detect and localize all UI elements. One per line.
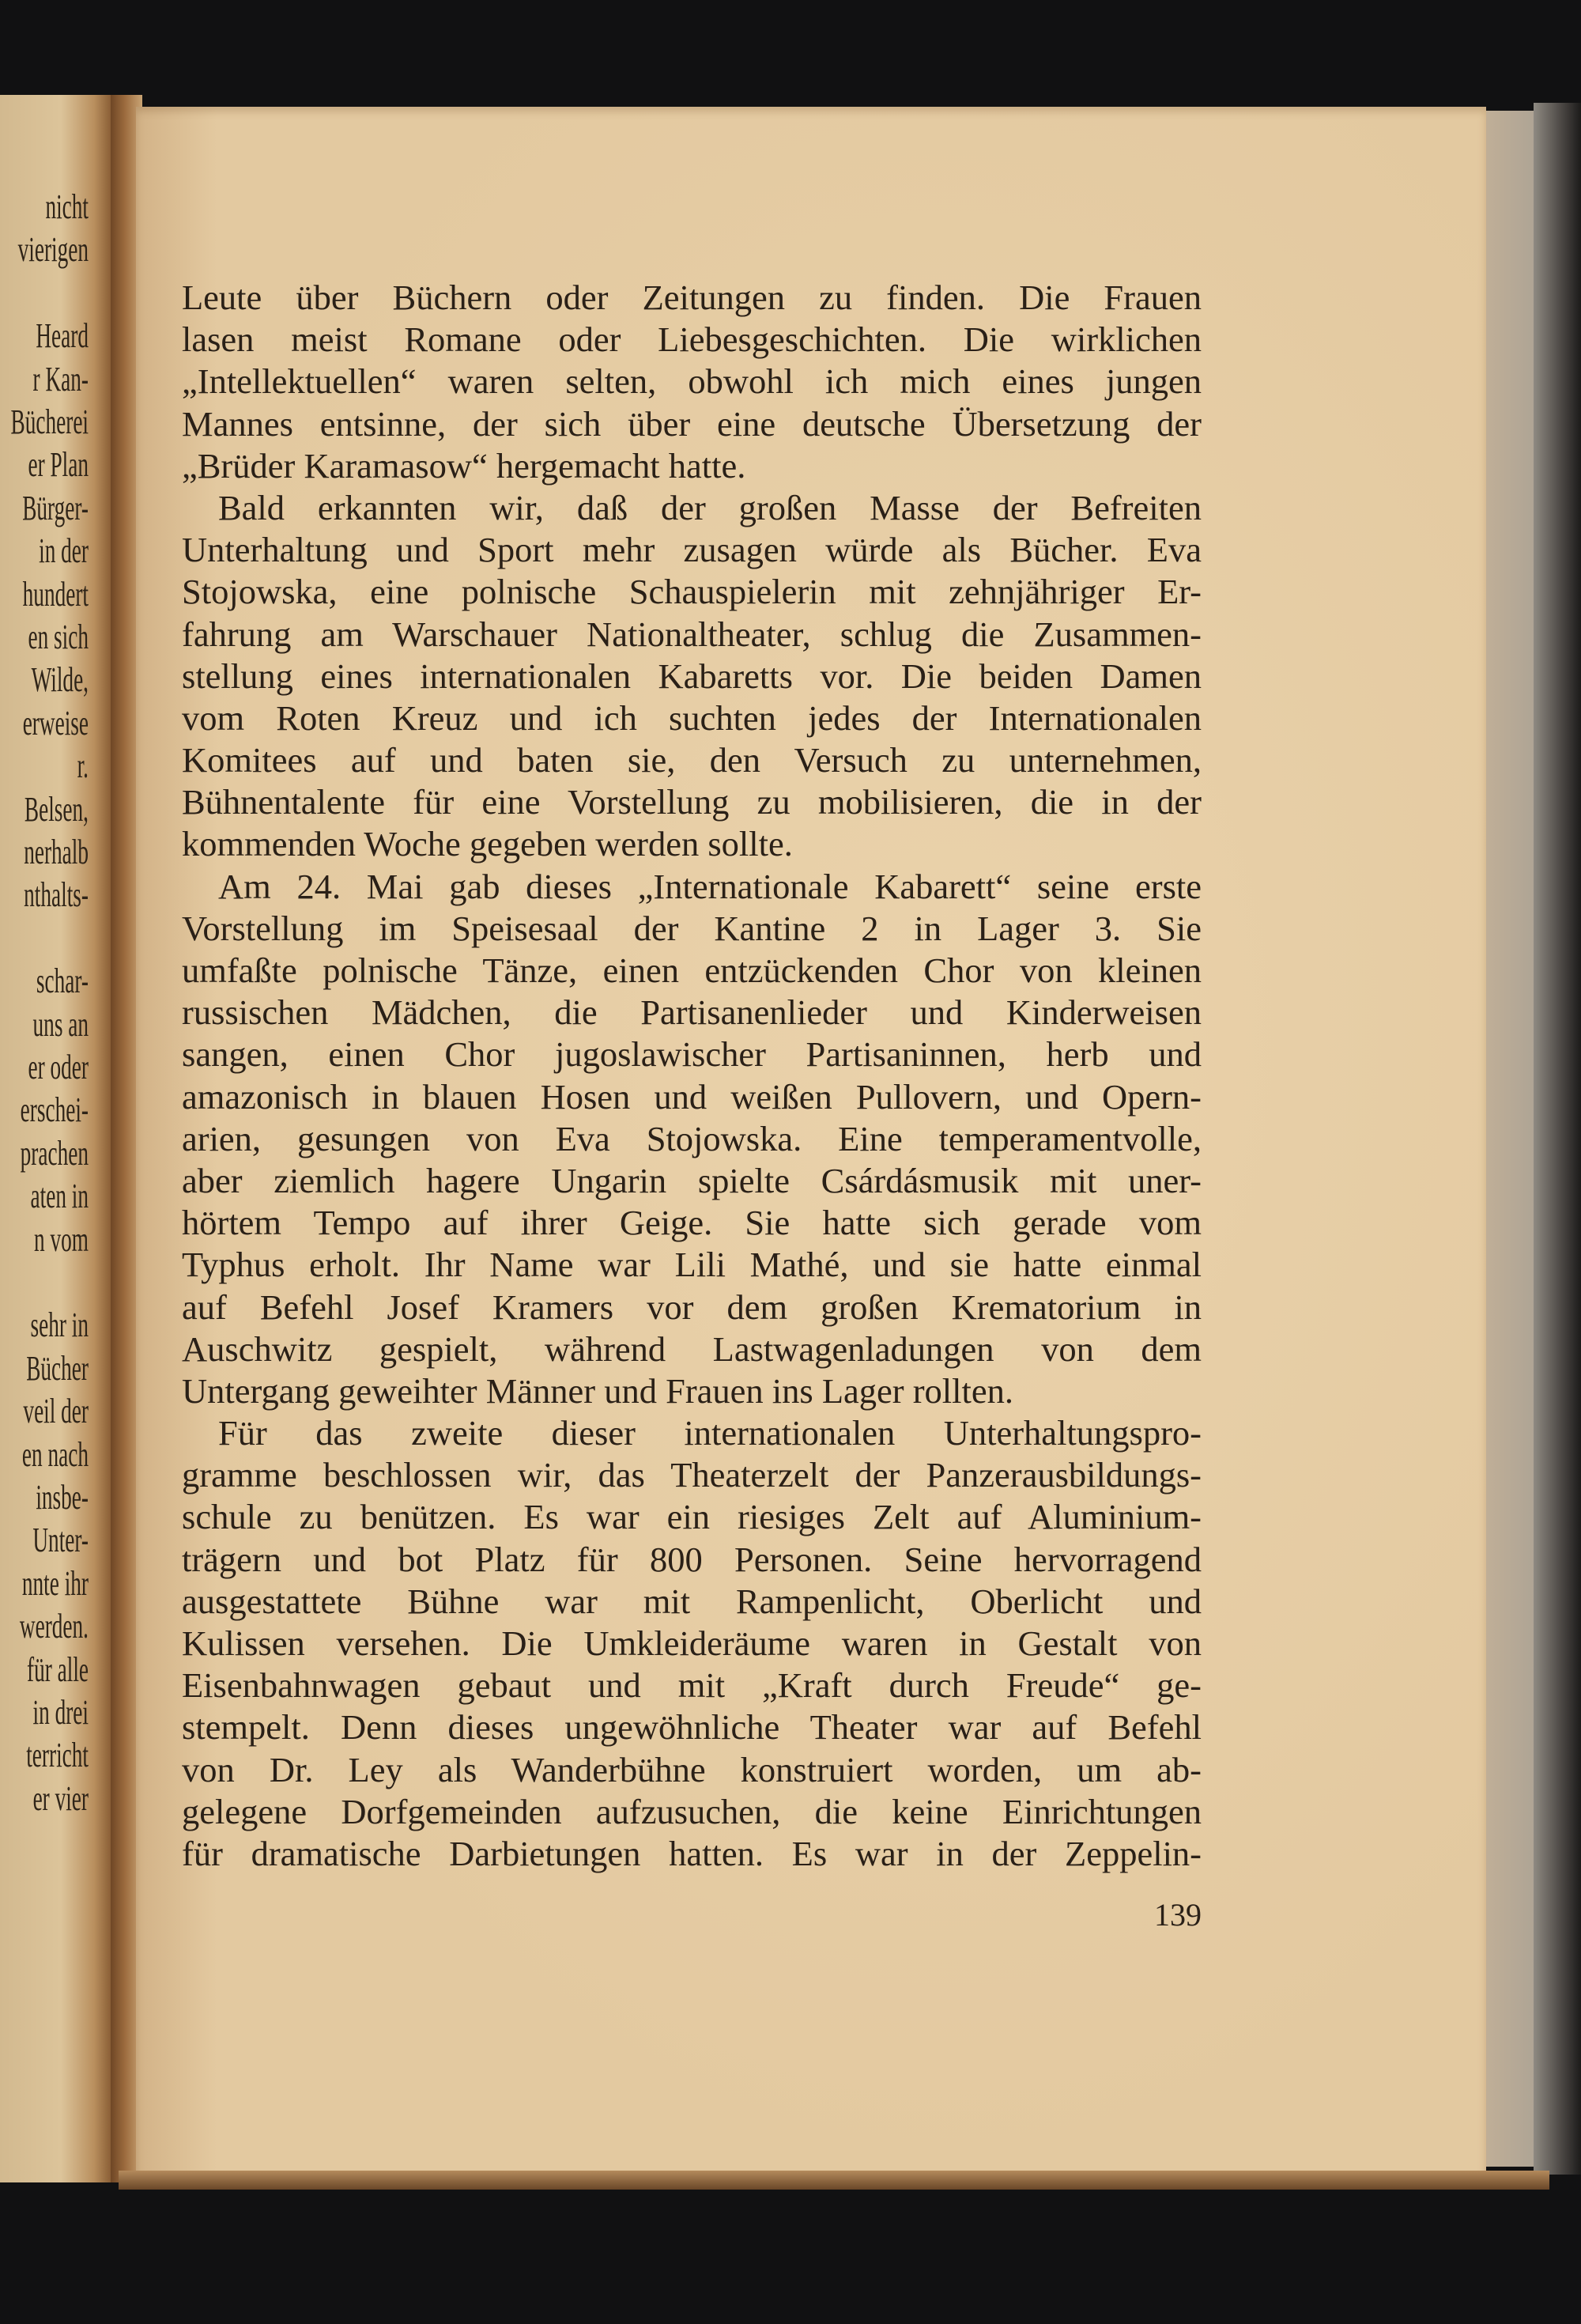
left-page-line-fragment: n vom bbox=[34, 1219, 89, 1259]
left-page-line-fragment: Wilde, bbox=[31, 660, 89, 700]
text-line: Bühnentalente für eine Vorstellung zu mobilisieren, die in der bbox=[182, 782, 1202, 822]
text-line: für dramatische Darbietungen hatten. Es war in der Zeppelin- bbox=[182, 1833, 1202, 1873]
left-page-line-fragment: r Kan- bbox=[32, 359, 89, 399]
text-line: Für das zweite dieser internationalen Unterhaltungspro- bbox=[218, 1413, 1202, 1453]
text-line: Eisenbahnwagen gebaut und mit „Kraft durch Freude“ ge- bbox=[182, 1665, 1202, 1706]
text-line: Mannes entsinne, der sich über eine deutsche Übersetzung der bbox=[182, 403, 1202, 444]
previous-page-edge bbox=[0, 95, 111, 2182]
text-line: Unterhaltung und Sport mehr zusagen würde als Bücher. Eva bbox=[182, 530, 1202, 570]
left-page-line-fragment: in der bbox=[39, 531, 89, 571]
text-line: stempelt. Denn dieses ungewöhnliche Theater war auf Befehl bbox=[182, 1707, 1202, 1748]
text-line: umfaßte polnische Tänze, einen entzückenden Chor von kleinen bbox=[182, 950, 1202, 990]
left-page-line-fragment: er vier bbox=[32, 1778, 89, 1818]
text-line: trägern und bot Platz für 800 Personen. Seine hervorragend bbox=[182, 1539, 1202, 1579]
left-page-line-fragment: nnte ihr bbox=[21, 1563, 89, 1603]
text-line: russischen Mädchen, die Partisanenlieder und Kinderweisen bbox=[182, 992, 1202, 1033]
text-line: amazonisch in blauen Hosen und weißen Pullovern, und Opern- bbox=[182, 1076, 1202, 1117]
text-line: stellung eines internationalen Kabaretts vor. Die beiden Damen bbox=[182, 656, 1202, 696]
text-line: fahrung am Warschauer Nationaltheater, schlug die Zusammen- bbox=[182, 614, 1202, 654]
book-bottom-edge bbox=[119, 2171, 1549, 2190]
left-page-line-fragment: erweise bbox=[22, 703, 89, 743]
left-page-line-fragment: werden. bbox=[19, 1607, 89, 1646]
left-page-line-fragment: er oder bbox=[28, 1048, 89, 1086]
text-line: von Dr. Ley als Wanderbühne konstruiert worden, um ab- bbox=[182, 1749, 1202, 1789]
left-page-line-fragment: en sich bbox=[28, 618, 89, 656]
text-line: lasen meist Romane oder Liebesgeschichten. Die wirklichen bbox=[182, 319, 1202, 360]
text-line: Kulissen versehen. Die Umkleideräume waren in Gestalt von bbox=[182, 1623, 1202, 1663]
left-page-line-fragment: schar- bbox=[36, 962, 89, 1001]
left-page-line-fragment: nthalts- bbox=[24, 875, 89, 915]
text-line: gelegene Dorfgemeinden aufzusuchen, die keine Einrichtungen bbox=[182, 1791, 1202, 1831]
left-page-line-fragment: r. bbox=[77, 746, 89, 786]
text-line: sangen, einen Chor jugoslawischer Partisaninnen, herb und bbox=[182, 1034, 1202, 1075]
left-page-line-fragment: Bücher bbox=[26, 1348, 89, 1388]
text-line: „Brüder Karamasow“ hergemacht hatte. bbox=[182, 445, 746, 486]
left-page-line-fragment: veil der bbox=[23, 1392, 89, 1431]
left-page-line-fragment: erschei- bbox=[20, 1090, 89, 1130]
left-page-line-fragment: nicht bbox=[45, 187, 89, 226]
book-cover-edge bbox=[1534, 103, 1581, 2175]
left-page-line-fragment: en nach bbox=[21, 1434, 89, 1474]
text-line: kommenden Woche gegeben werden sollte. bbox=[182, 824, 793, 864]
left-page-line-fragment: Bücherei bbox=[10, 402, 89, 441]
text-line: Untergang geweihter Männer und Frauen ins Lager rollten. bbox=[182, 1370, 1014, 1411]
text-line: ausgestattete Bühne war mit Rampenlicht, Oberlicht und bbox=[182, 1581, 1202, 1621]
left-page-line-fragment: hundert bbox=[22, 574, 89, 614]
text-line: Am 24. Mai gab dieses „Internationale Kabarett“ seine erste bbox=[218, 866, 1202, 906]
text-line: arien, gesungen von Eva Stojowska. Eine temperamentvolle, bbox=[182, 1118, 1202, 1158]
text-line: Stojowska, eine polnische Schauspielerin mit zehnjähriger Er- bbox=[182, 572, 1202, 612]
text-line: vom Roten Kreuz und ich suchten jedes der Internationalen bbox=[182, 697, 1202, 738]
text-line: Leute über Büchern oder Zeitungen zu finden. Die Frauen bbox=[182, 278, 1202, 317]
left-page-line-fragment: Belsen, bbox=[24, 789, 89, 829]
left-page-line-fragment: er Plan bbox=[28, 445, 89, 485]
left-page-line-fragment: Bürger- bbox=[22, 488, 89, 527]
page-number: 139 bbox=[1154, 1897, 1202, 1933]
left-page-line-fragment: sehr in bbox=[30, 1306, 89, 1345]
text-line: „Intellektuellen“ waren selten, obwohl ich mich eines jungen bbox=[182, 361, 1202, 402]
page-body-text bbox=[182, 277, 1202, 1875]
text-line: Komitees auf und baten sie, den Versuch zu unternehmen, bbox=[182, 740, 1202, 780]
left-page-line-fragment: aten in bbox=[30, 1177, 89, 1216]
left-page-line-fragment: Unter- bbox=[32, 1521, 89, 1560]
text-line: Typhus erholt. Ihr Name war Lili Mathé, und sie hatte einmal bbox=[182, 1245, 1202, 1285]
text-line: schule zu benützen. Es war ein riesiges Zelt auf Aluminium- bbox=[182, 1497, 1202, 1537]
text-line: Vorstellung im Speisesaal der Kantine 2 in Lager 3. Sie bbox=[182, 908, 1202, 948]
text-line: hörtem Tempo auf ihrer Geige. Sie hatte sich gerade vom bbox=[182, 1203, 1202, 1243]
left-page-line-fragment: uns an bbox=[32, 1004, 89, 1044]
left-page-line-fragment: Heard bbox=[36, 316, 89, 356]
text-line: Bald erkannten wir, daß der großen Masse der Befreiten bbox=[218, 487, 1202, 527]
left-page-line-fragment: in drei bbox=[32, 1693, 89, 1732]
left-page-line-fragment: prachen bbox=[20, 1133, 89, 1173]
text-line: Auschwitz gespielt, während Lastwagenladungen von dem bbox=[182, 1328, 1202, 1369]
left-page-line-fragment: insbe- bbox=[36, 1478, 89, 1517]
left-page-line-fragment: vierigen bbox=[17, 230, 89, 270]
left-page-line-fragment: terricht bbox=[26, 1736, 89, 1775]
text-line: auf Befehl Josef Kramers vor dem großen Krematorium in bbox=[182, 1287, 1202, 1327]
text-line: aber ziemlich hagere Ungarin spielte Csárdásmusik mit uner- bbox=[182, 1160, 1202, 1200]
text-line: gramme beschlossen wir, das Theaterzelt der Panzerausbildungs- bbox=[182, 1455, 1202, 1495]
left-page-line-fragment: nerhalb bbox=[24, 833, 89, 871]
left-page-line-fragment: für alle bbox=[26, 1649, 89, 1689]
